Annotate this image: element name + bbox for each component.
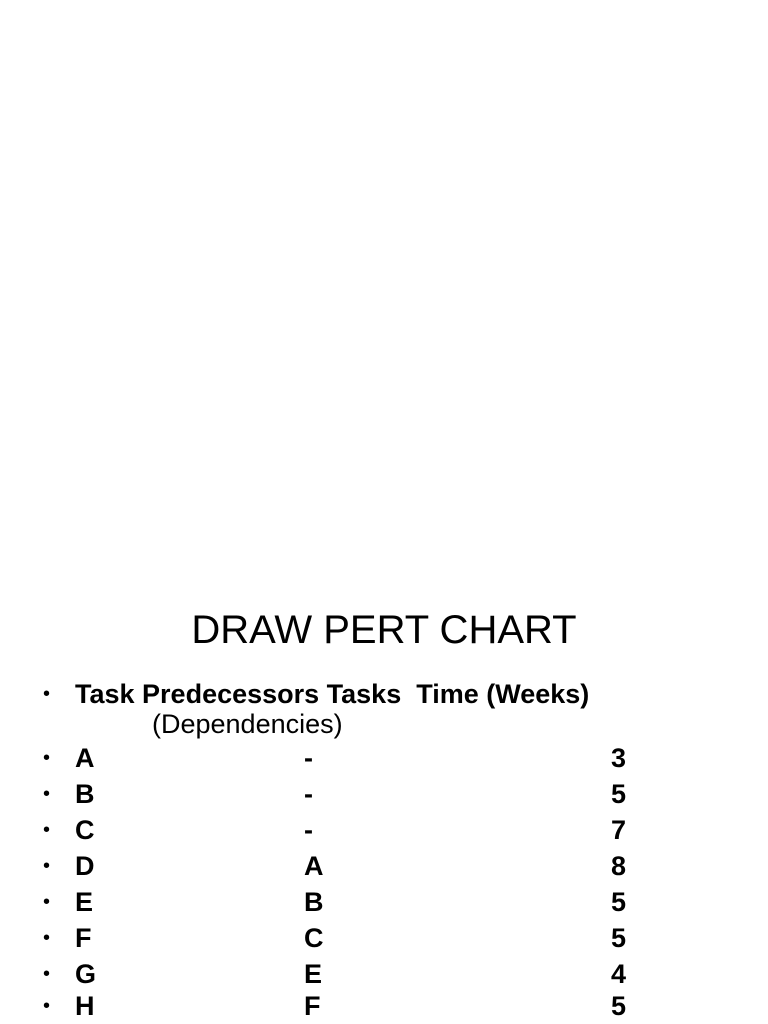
time-cell: 7: [611, 815, 627, 845]
time-cell: 3: [611, 743, 627, 773]
table-row: [0, 920, 768, 956]
time-cell: 5: [611, 779, 627, 809]
time-cell: 4: [611, 959, 627, 989]
bullet-icon: •: [43, 683, 51, 705]
table-row: [0, 740, 768, 776]
task-cell: C: [75, 815, 95, 845]
time-cell: 5: [611, 991, 627, 1021]
table-row: [0, 884, 768, 920]
task-cell: A: [75, 743, 95, 773]
task-cell: F: [75, 923, 92, 953]
bullet-icon: •: [43, 747, 51, 769]
time-cell: 8: [611, 851, 627, 881]
bullet-icon: •: [43, 927, 51, 949]
bullet-icon: •: [43, 819, 51, 841]
bullet-icon: •: [43, 995, 51, 1017]
header-row: [0, 676, 768, 712]
table-row: [0, 848, 768, 884]
predecessor-cell: A: [304, 851, 324, 881]
bullet-icon: •: [43, 783, 51, 805]
time-cell: 5: [611, 923, 627, 953]
task-cell: G: [75, 959, 97, 989]
bullet-icon: •: [43, 891, 51, 913]
predecessor-cell: -: [304, 815, 313, 845]
bullet-icon: •: [43, 963, 51, 985]
table-subheader: (Dependencies): [152, 709, 343, 739]
table-row: [0, 812, 768, 848]
predecessor-cell: B: [304, 887, 324, 917]
slide-title: DRAW PERT CHART: [191, 608, 577, 652]
table-row: [0, 776, 768, 812]
table-row: [0, 988, 768, 1024]
table-header: Task Predecessors Tasks Time (Weeks): [75, 679, 590, 709]
predecessor-cell: -: [304, 779, 313, 809]
task-cell: B: [75, 779, 95, 809]
predecessor-cell: E: [304, 959, 323, 989]
predecessor-cell: C: [304, 923, 324, 953]
bullet-icon: •: [43, 855, 51, 877]
task-cell: D: [75, 851, 95, 881]
predecessor-cell: -: [304, 743, 313, 773]
task-cell: E: [75, 887, 94, 917]
table-row: [0, 956, 768, 992]
task-cell: H: [75, 991, 95, 1021]
time-cell: 5: [611, 887, 627, 917]
predecessor-cell: F: [304, 991, 321, 1021]
